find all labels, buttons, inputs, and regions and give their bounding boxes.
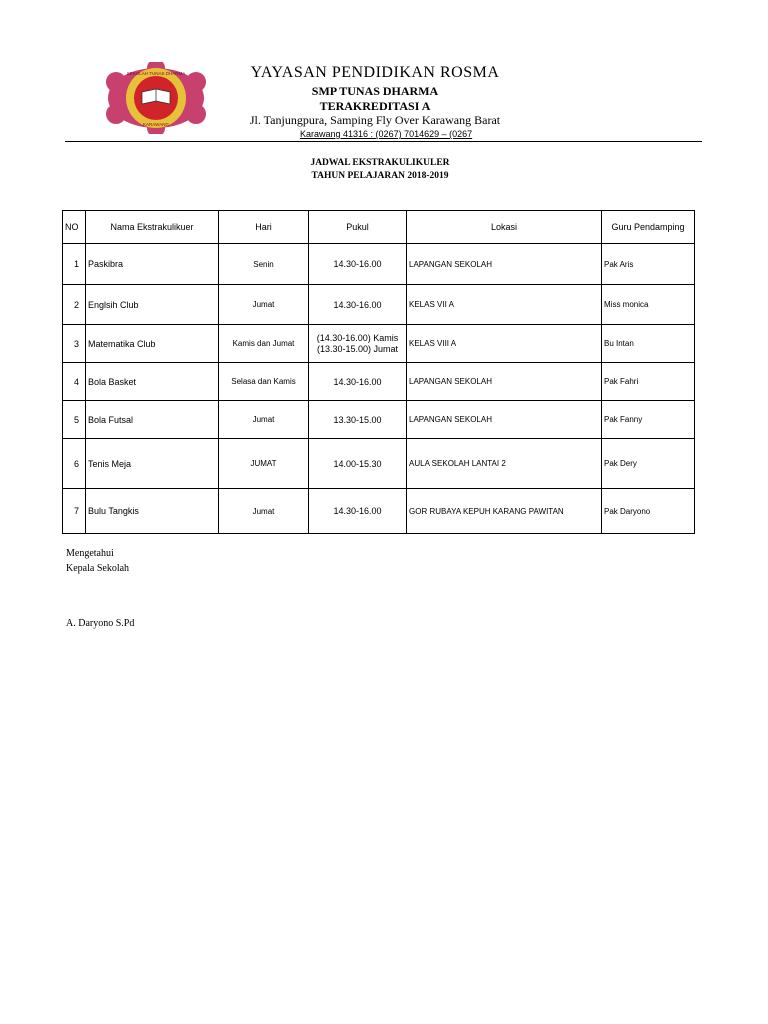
signature-acknowledged: Mengetahui <box>66 548 114 559</box>
cell-teacher: Pak Fahri <box>602 363 695 401</box>
cell-name: Bola Basket <box>86 363 219 401</box>
cell-no: 7 <box>63 489 86 534</box>
cell-time: 13.30-15.00 <box>309 401 407 439</box>
cell-no: 5 <box>63 401 86 439</box>
cell-teacher: Bu Intan <box>602 325 695 363</box>
cell-teacher: Pak Aris <box>602 244 695 285</box>
cell-day: Senin <box>219 244 309 285</box>
cell-name: Tenis Meja <box>86 439 219 489</box>
logo-top-text: SEKOLAH TUNAS DHARMA <box>126 71 186 76</box>
cell-time: 14.30-16.00 <box>309 285 407 325</box>
school-logo <box>106 62 206 134</box>
cell-no: 1 <box>63 244 86 285</box>
cell-time: 14.30-16.00 <box>309 489 407 534</box>
header-divider <box>65 141 702 142</box>
accreditation: TERAKREDITASI A <box>319 99 431 113</box>
cell-location: LAPANGAN SEKOLAH <box>407 363 602 401</box>
col-header-name: Nama Ekstrakulikuer <box>86 211 219 244</box>
table-row <box>63 244 695 285</box>
cell-teacher: Pak Fanny <box>602 401 695 439</box>
cell-day: JUMAT <box>219 439 309 489</box>
cell-time: 14.00-15.30 <box>309 439 407 489</box>
schedule-table <box>62 210 695 534</box>
document-title: JADWAL EKSTRAKULIKULER <box>310 158 450 168</box>
cell-time <box>309 325 407 363</box>
cell-name: Bulu Tangkis <box>86 489 219 534</box>
foundation-name: YAYASAN PENDIDIKAN ROSMA <box>250 64 500 81</box>
school-name: SMP TUNAS DHARMA <box>311 84 439 98</box>
cell-day: Jumat <box>219 401 309 439</box>
cell-location: LAPANGAN SEKOLAH <box>407 401 602 439</box>
col-header-teacher: Guru Pendamping <box>602 211 695 244</box>
cell-teacher: Pak Dery <box>602 439 695 489</box>
cell-location: AULA SEKOLAH LANTAI 2 <box>407 439 602 489</box>
cell-teacher: Miss monica <box>602 285 695 325</box>
cell-location: LAPANGAN SEKOLAH <box>407 244 602 285</box>
cell-name: Paskibra <box>86 244 219 285</box>
signature-role: Kepala Sekolah <box>66 563 130 574</box>
table-row <box>63 489 695 534</box>
cell-name: Englsih Club <box>86 285 219 325</box>
logo-bottom-text: KARAWANG <box>143 122 169 127</box>
cell-time-line1: (14.30-16.00) Kamis <box>316 332 399 343</box>
cell-day: Kamis dan Jumat <box>219 325 309 363</box>
cell-no: 2 <box>63 285 86 325</box>
document-subtitle: TAHUN PELAJARAN 2018-2019 <box>311 171 449 181</box>
cell-no: 6 <box>63 439 86 489</box>
cell-location: GOR RUBAYA KEPUH KARANG PAWITAN <box>407 489 602 534</box>
cell-time: 14.30-16.00 <box>309 363 407 401</box>
signature-name: A. Daryono S.Pd <box>66 618 135 629</box>
table-row <box>63 439 695 489</box>
cell-day: Jumat <box>219 489 309 534</box>
table-row <box>63 401 695 439</box>
cell-name: Matematika Club <box>86 325 219 363</box>
table-header-row <box>63 211 695 244</box>
col-header-day: Hari <box>219 211 309 244</box>
cell-time: 14.30-16.00 <box>309 244 407 285</box>
school-address: Jl. Tanjungpura, Samping Fly Over Karawang Barat <box>249 113 501 127</box>
cell-no: 3 <box>63 325 86 363</box>
cell-teacher: Pak Daryono <box>602 489 695 534</box>
cell-no: 4 <box>63 363 86 401</box>
cell-location: KELAS VII A <box>407 285 602 325</box>
school-contact: Karawang 41316 : (0267) 7014629 – (0267 <box>300 129 473 139</box>
cell-time-line2: (13.30-15.00) Jumat <box>316 343 399 354</box>
col-header-time: Pukul <box>309 211 407 244</box>
col-header-location: Lokasi <box>407 211 602 244</box>
cell-name: Bola Futsal <box>86 401 219 439</box>
table-row <box>63 325 695 363</box>
cell-day: Jumat <box>219 285 309 325</box>
table-row <box>63 285 695 325</box>
cell-day: Selasa dan Kamis <box>219 363 309 401</box>
cell-location: KELAS VIII A <box>407 325 602 363</box>
table-row <box>63 363 695 401</box>
col-header-no: NO <box>63 211 86 244</box>
